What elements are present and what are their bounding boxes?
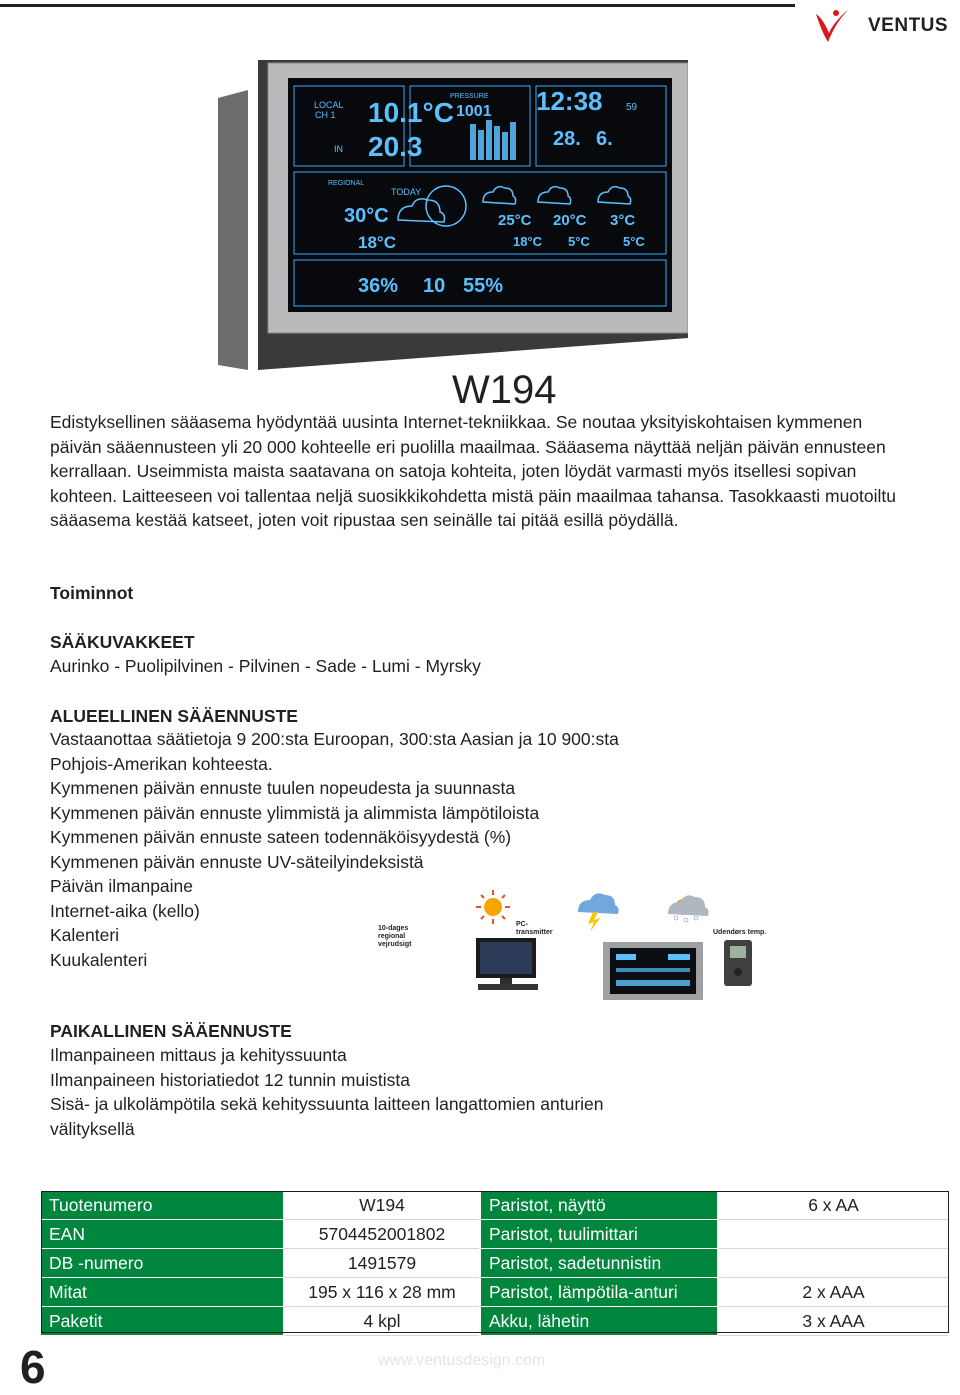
spec-value: 5704452001802 (284, 1220, 480, 1249)
spec-value: 2 x AAA (718, 1278, 948, 1307)
lcd-indoor-label: IN (334, 144, 343, 154)
diagram-label-outdoor: Udendørs temp. (713, 929, 767, 936)
list-item: Kymmenen päivän ennuste ylimmistä ja alimmista lämpötiloista (50, 802, 540, 823)
lcd-temp-bottom: 20.3 (368, 131, 423, 162)
spec-label: DB -numero (41, 1249, 284, 1278)
lcd-rain: 55% (463, 275, 504, 297)
snow-icon (668, 895, 709, 922)
list-item: Pohjois-Amerikan kohteesta. (50, 753, 273, 774)
table-row (41, 1191, 948, 1220)
table-row (41, 1249, 948, 1278)
lcd-hi-temp: 30°C (344, 205, 389, 227)
regional-forecast-heading: ALUEELLINEN SÄÄENNUSTE (50, 706, 298, 726)
spec-label: Paketit (41, 1307, 284, 1336)
local-forecast-heading: PAIKALLINEN SÄÄENNUSTE (50, 1021, 292, 1041)
diagram-label-forecast-2: regional (378, 933, 406, 940)
local-forecast-list (50, 1043, 750, 1141)
lcd-pressure-label: PRESSURE (450, 93, 489, 100)
list-item: Sisä- ja ulkolämpötila sekä kehityssuunta laitteen langattomien anturien (50, 1094, 604, 1114)
spec-value: 3 x AAA (718, 1307, 948, 1336)
diagram-label-forecast-1: 10-dages (378, 925, 409, 932)
sun-icon (476, 890, 510, 924)
lcd-uv: 10 (423, 275, 446, 297)
spec-label: Paristot, sadetunnistin (480, 1249, 718, 1278)
functions-heading: Toiminnot (50, 583, 134, 603)
spec-value: 1491579 (284, 1249, 480, 1278)
diagram-label-pc-1: PC- (516, 921, 529, 928)
table-row (41, 1278, 948, 1307)
list-item: Päivän ilmanpaine (50, 876, 194, 896)
page-number: 6 (20, 1341, 46, 1393)
lcd-local-label: LOCAL (314, 100, 344, 110)
lcd-forecast-1-hi: 25°C (498, 212, 532, 229)
list-item: Kuukalenteri (50, 949, 148, 970)
lcd-forecast-1-lo: 18°C (513, 234, 543, 249)
lcd-forecast-2-hi: 20°C (553, 212, 587, 229)
footer-url[interactable]: www.ventusdesign.com (378, 1352, 546, 1369)
lcd-time: 12:38 (536, 86, 603, 116)
spec-label: Tuotenumero (41, 1191, 284, 1220)
spec-value: 195 x 116 x 28 mm (284, 1278, 480, 1307)
lcd-forecast-2-lo: 5°C (568, 234, 590, 249)
spec-value: W194 (284, 1191, 480, 1220)
list-item: Kymmenen päivän ennuste tuulen nopeudesta ja suunnasta (50, 778, 516, 798)
lcd-regional-label: REGIONAL (328, 180, 365, 187)
lcd-date-day: 28. (553, 128, 581, 150)
spec-value (718, 1249, 948, 1278)
diagram-label-pc-2: transmitter (516, 929, 553, 936)
lcd-today-label: TODAY (391, 187, 422, 197)
weather-symbols-heading: SÄÄKUVAKKEET (50, 632, 195, 652)
pc-image (476, 938, 538, 990)
weather-symbols-text: Aurinko - Puolipilvinen - Pilvinen - Sade - Lumi - Myrsky (50, 656, 481, 676)
lcd-pressure: 1001 (456, 103, 492, 120)
table-row (41, 1307, 948, 1336)
lcd-date-month: 6. (596, 128, 613, 150)
spec-label: Paristot, näyttö (480, 1191, 718, 1220)
brand-name: VENTUS (868, 15, 949, 36)
list-item: Ilmanpaineen historiatiedot 12 tunnin muistista (50, 1069, 410, 1090)
lcd-lo-temp: 18°C (358, 233, 396, 252)
spec-label: Mitat (41, 1278, 284, 1307)
station-image (603, 942, 703, 1000)
lcd-seconds: 59 (626, 102, 638, 113)
lcd-humidity: 36% (358, 275, 399, 297)
spec-label: Paristot, tuulimittari (480, 1220, 718, 1249)
header-rule (0, 4, 795, 7)
table-row (41, 1220, 948, 1249)
spec-value: 6 x AA (718, 1191, 948, 1220)
product-title: W194 (452, 368, 557, 412)
lcd-temp-top: 10.1°C (368, 97, 454, 128)
lcd-forecast-3-hi: 3°C (610, 212, 636, 229)
spec-value: 4 kpl (284, 1307, 480, 1336)
list-item: Ilmanpaineen mittaus ja kehityssuunta (50, 1045, 347, 1065)
weather-station-image (218, 60, 688, 380)
list-item: Vastaanottaa säätietoja 9 200:sta Euroopan, 300:sta Aasian ja 10 900:sta (50, 729, 619, 749)
spec-value (718, 1220, 948, 1249)
spec-label: EAN (41, 1220, 284, 1249)
list-item: Kymmenen päivän ennuste UV-säteilyindeksistä (50, 851, 424, 872)
list-item: Kalenteri (50, 925, 120, 945)
list-item: välityksellä (50, 1118, 135, 1139)
spec-label: Akku, lähetin (480, 1307, 718, 1336)
lcd-forecast-3-lo: 5°C (623, 234, 645, 249)
spec-table (41, 1191, 948, 1336)
list-item: Internet-aika (kello) (50, 900, 200, 921)
storm-icon (578, 893, 619, 932)
spec-label: Paristot, lämpötila-anturi (480, 1278, 718, 1307)
list-item: Kymmenen päivän ennuste sateen todennäköisyydestä (%) (50, 827, 512, 847)
ventus-logo-mark-icon (816, 10, 848, 42)
outdoor-sensor-image (724, 940, 752, 986)
system-diagram (368, 882, 798, 1002)
lcd-channel: CH 1 (315, 110, 336, 120)
product-intro: Edistyksellinen sääasema hyödyntää uusinta Internet-tekniikkaa. Se noutaa yksityiskohtaisen kymmenen päivän sääennusteen yli 20 000 kohteelle eri puolilla maailmaa. Sääasema näyttää neljän päivän ennusteen kerrallaan. Useimmista maista saatavana on satoja kohteita, joten löydät varmasti myös itsellesi sopivan kohteen. Laitteeseen voi tallentaa neljä suosikkikohdetta mistä päin maailmaa tahansa. Tasokkaasti muotoiltu sääasema kestää katseet, joten voit ripustaa sen seinälle tai pitää esillä pöydällä. (50, 412, 897, 530)
diagram-label-forecast-3: vejrudsigt (378, 941, 412, 948)
